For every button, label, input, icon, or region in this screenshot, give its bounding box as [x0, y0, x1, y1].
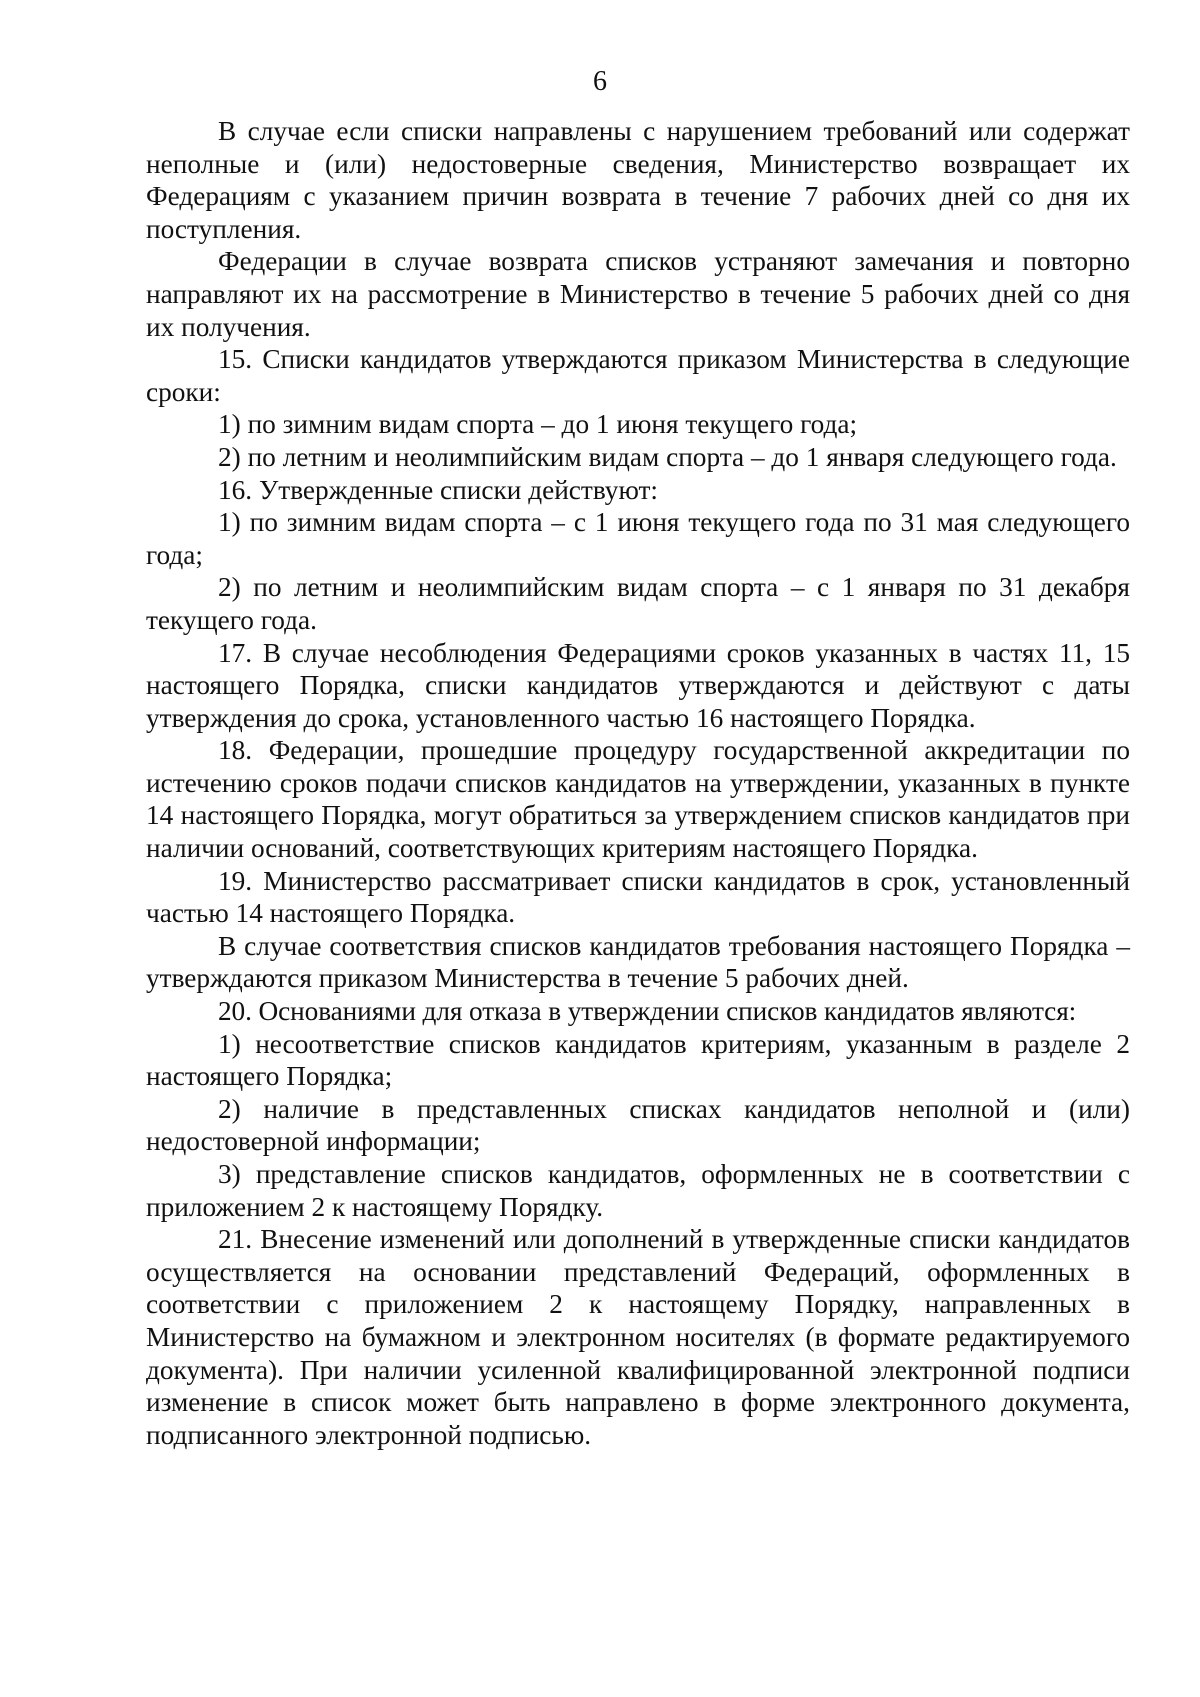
paragraph-resubmission: Федерации в случае возврата списков устраняют замечания и повторно направляют их на рассмотрение в Министерство в течение 5 рабочих дней со дня их получения.: [146, 246, 1130, 342]
paragraph-19: 19. Министерство рассматривает списки кандидатов в срок, установленный частью 14 настоящего Порядка.: [146, 865, 1130, 929]
paragraph-15-item-1: 1) по зимним видам спорта – до 1 июня текущего года;: [218, 409, 858, 440]
paragraph-return-of-lists: В случае если списки направлены с нарушением требований или содержат неполные и (или) недостоверные сведения, Министерство возвращает их Федерациям с указанием причин возврата в течение 7 рабочих дней со дня их поступления.: [146, 116, 1130, 244]
paragraph-19-approval: В случае соответствия списков кандидатов требования настоящего Порядка – утверждаются приказом Министерства в течение 5 рабочих дней.: [146, 930, 1130, 994]
paragraph-16-item-2: 2) по летним и неолимпийским видам спорта – с 1 января по 31 декабря текущего года.: [146, 572, 1130, 635]
paragraph-18: 18. Федерации, прошедшие процедуру государственной аккредитации по истечению сроков подачи списков кандидатов на утверждении, указанных в пункте 14 настоящего Порядка, могут обратиться за утверждением списков кандидатов при наличии оснований, соответствующих критериям настоящего Порядка.: [146, 735, 1130, 864]
paragraph-16: 16. Утвержденные списки действуют:: [218, 474, 659, 505]
paragraph-15-item-2: 2) по летним и неолимпийским видам спорта – до 1 января следующего года.: [218, 441, 1117, 472]
paragraph-17: 17. В случае несоблюдения Федерациями сроков указанных в частях 11, 15 настоящего Порядка, списки кандидатов утверждаются и действуют с даты утверждения до срока, установленного частью 16 настоящего Порядка.: [146, 637, 1130, 733]
document-body: [146, 115, 1130, 1451]
paragraph-20-item-3: 3) представление списков кандидатов, оформленных не в соответствии с приложением 2 к настоящему Порядку.: [146, 1159, 1130, 1222]
paragraph-20-item-2: 2) наличие в представленных списках кандидатов неполной и (или) недостоверной информации;: [146, 1093, 1130, 1157]
paragraph-15: 15. Списки кандидатов утверждаются приказом Министерства в следующие сроки:: [146, 344, 1130, 407]
page-number: 6: [593, 66, 607, 97]
paragraph-21: 21. Внесение изменений или дополнений в утвержденные списки кандидатов осуществляется на основании представлений Федераций, оформленных в соответствии с приложением 2 к настоящему Порядку, направленных в Министерство на бумажном и электронном носителях (в формате редактируемого документа). При наличии усиленной квалифицированной электронной подписи изменение в список может быть направлено в форме электронного документа, подписанного электронной подписью.: [146, 1224, 1130, 1450]
paragraph-20: 20. Основаниями для отказа в утверждении списков кандидатов являются:: [218, 996, 1077, 1027]
paragraph-16-item-1: 1) по зимним видам спорта – с 1 июня текущего года по 31 мая следующего года;: [146, 507, 1130, 570]
paragraph-20-item-1: 1) несоответствие списков кандидатов критериям, указанным в разделе 2 настоящего Порядка;: [146, 1028, 1130, 1092]
